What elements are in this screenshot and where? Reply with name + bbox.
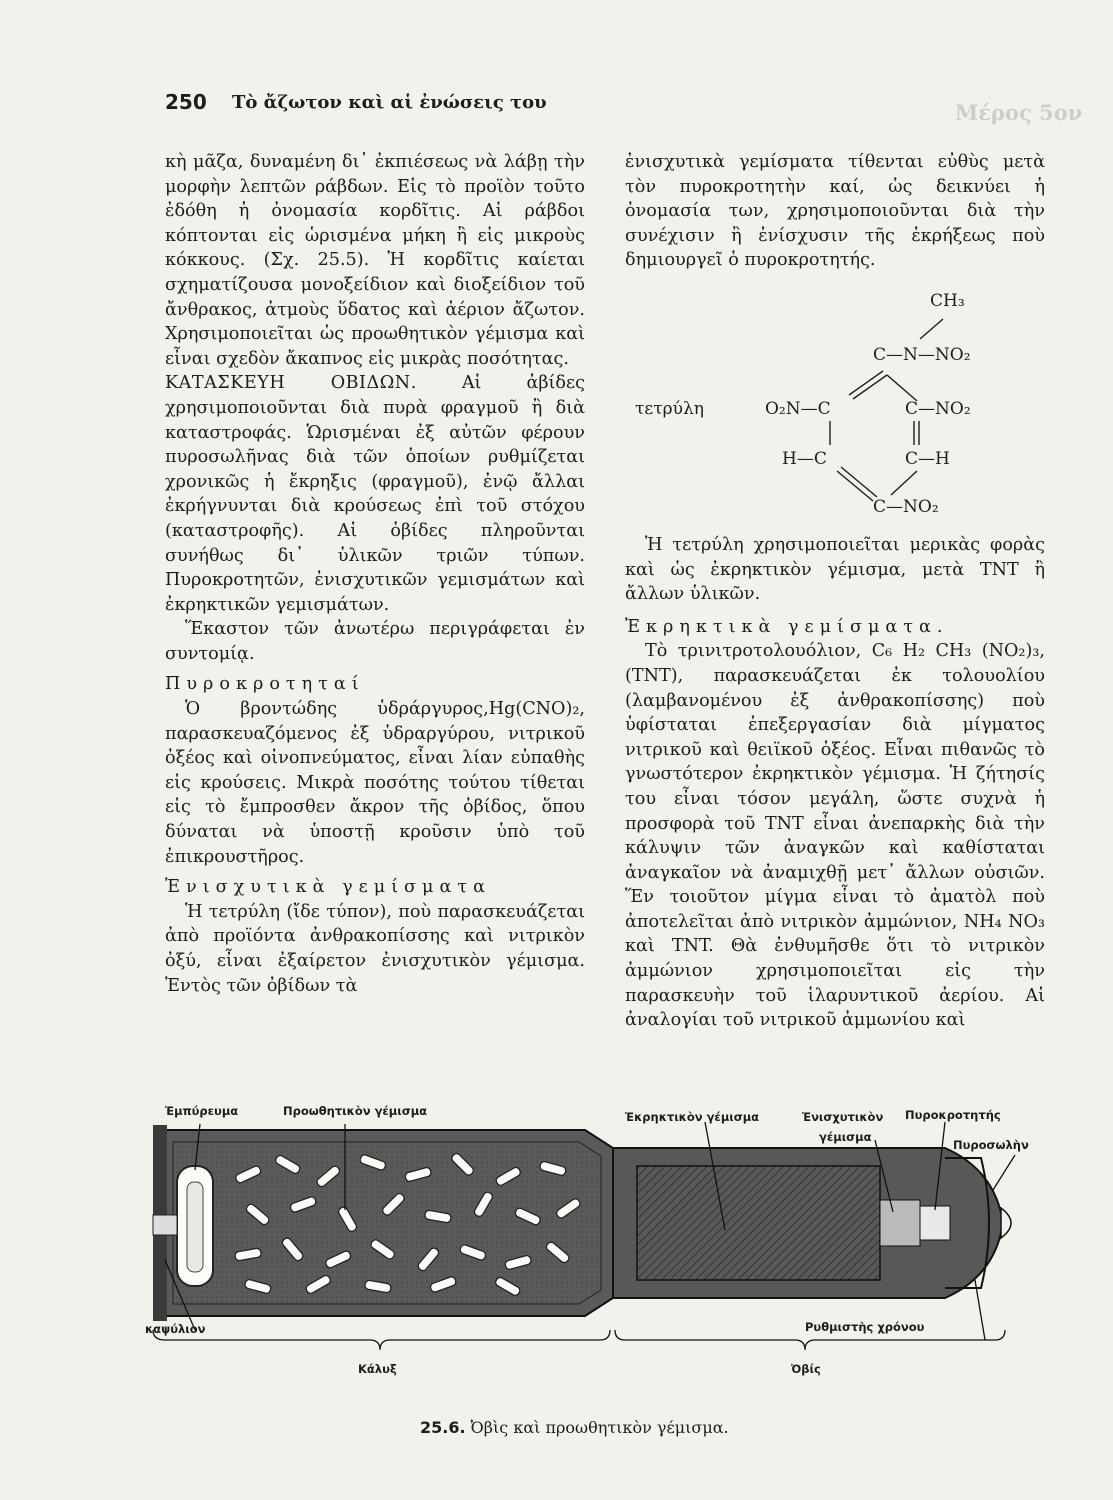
paragraph-summary: Ἕκαστον τῶν ἀνωτέρω περιγράφεται ἐν συντομίᾳ.	[165, 619, 585, 664]
label-cap: καψύλιον	[145, 1322, 206, 1336]
label-casing: Κάλυξ	[358, 1362, 397, 1376]
formula-c-n-no2: C—N—NO₂	[873, 344, 971, 365]
label-propellant: Προωθητικὸν γέμισμα	[283, 1104, 428, 1118]
bleed-through-text: Μέρος 5ον	[955, 100, 1083, 125]
right-column	[625, 150, 1045, 1033]
subheading-detonators: Πυροκροτηταί	[165, 674, 365, 695]
caption-text: Ὀβὶς καὶ προωθητικὸν γέμισμα.	[465, 1418, 729, 1437]
formula-h-c: H—C	[782, 448, 827, 469]
label-explosive-charge: Ἐκρηκτικὸν γέμισμα	[625, 1110, 760, 1124]
label-booster-2: γέμισμα	[819, 1130, 872, 1144]
paragraph-boosters-cont: ἐνισχυτικὰ γεμίσματα τίθενται εὐθὺς μετὰ τὸν πυροκροτητὴν καί, ὡς δεικνύει ἡ ὀνομασία των, χρησιμοποιοῦνται διὰ τὴν συνέχισιν ἢ ἐνίσχυσιν τῆς ἐκρήξεως ποὺ δημιουργεῖ ὁ πυροκροτητής.	[625, 152, 1045, 271]
formula-bonds	[625, 281, 1045, 511]
section-heading-shells: ΚΑΤΑΣΚΕΥΗ ΟΒΙΔΩΝ.	[165, 373, 417, 394]
shell-drawing	[145, 1100, 1045, 1410]
label-timer: Ρυθμιστὴς χρόνου	[805, 1320, 925, 1334]
paragraph-shells-body: Αἱ ἀβίδες χρησιμοποιοῦνται διὰ πυρὰ φραγμοῦ ἢ διὰ καταστροφάς. Ὡρισμέναι ἐξ αὐτῶν φέρουν πυροσωλῆνας διὰ τῶν ὁποίων ρυθμίζεται χρονικῶς ἡ ἔκρηξις (φραγμοῦ), ἐνῷ ἄλλαι ἐκρήγνυνται διὰ κρούσεως ἐπὶ τοῦ στόχου (καταστροφῆς). Αἱ ὀβίδες πληροῦνται συνήθως δι᾽ ὑλικῶν τριῶν τύπων. Πυροκροτητῶν, ἐνισχυτικῶν γεμισμάτων καὶ ἐκρηκτικῶν γεμισμάτων.	[165, 373, 585, 615]
caption-number: 25.6.	[420, 1418, 466, 1437]
figure-caption	[420, 1418, 729, 1437]
subheading-boosters: Ἐνισχυτικὰ γεμίσματα	[165, 877, 491, 898]
cap-primer	[153, 1215, 177, 1235]
label-booster-1: Ἐνισχυτικὸν	[802, 1110, 884, 1124]
paragraph-fulminate: Ὁ βροντώδης ὑδράργυρος,Hg(CNO)₂, παρασκευαζόμενος ἐξ ὑδραργύρου, νιτρικοῦ ὀξέος καὶ οἰνοπνεύματος, εἶναι λίαν εὐπαθὴς εἰς κρούσεις. Μικρὰ ποσότης τούτου τίθεται εἰς τὸ ἔμπροσθεν ἄκρον τῆς ὀβίδος, ὅπου δύναται νὰ ὑποστῇ κροῦσιν ὑπὸ τοῦ ἐπικρουστῆρος.	[165, 699, 585, 867]
subheading-explosives: Ἐκρηκτικὰ γεμίσματα.	[625, 616, 949, 637]
chapter-title: Τὸ ἄζωτον καὶ αἱ ἐνώσεις του	[232, 92, 547, 113]
label-shell: Ὀβίς	[791, 1362, 821, 1376]
paragraph-tetryl: Ἡ τετρύλη (ἴδε τύπον), ποὺ παρασκευάζεται ἀπὸ προϊόντα ἀνθρακοπίσσης καὶ νιτρικὸν ὀξύ, εἶναι ἐξαίρετον ἐνισχυτικὸν γέμισμα. Ἐντὸς τῶν ὀβίδων τὰ	[165, 901, 585, 996]
detonator	[920, 1206, 950, 1240]
fuze-tip	[1001, 1208, 1011, 1238]
label-fuze: Πυροσωλὴν	[953, 1138, 1029, 1152]
formula-c-no2-lower: C—NO₂	[873, 496, 939, 517]
paragraph-cordite: κὴ μᾶζα, δυναμένη δι᾽ ἐκπιέσεως νὰ λάβῃ τὴν μορφὴν λεπτῶν ράβδων. Εἰς τὸ προϊὸν τοῦτο ἐδόθη ἡ ὀνομασία κορδῖτις. Αἱ ράβδοι κόπτονται εἰς ὡρισμένα μήκη ἢ εἰς μικροὺς κόκκους. (Σχ. 25.5). Ἡ κορδῖτις καίεται σχηματίζουσα μονοξείδιον καὶ διοξείδιον τοῦ ἄνθρακος, ἀτμοὺς ὕδατος καὶ ἀέριον ἄζωτον. Χρησιμοποιεῖται ὡς προωθητικὸν γέμισμα καὶ εἶναι σχεδὸν ἄκαπνος εἰς μικρὰς ποσότητας.	[165, 152, 585, 369]
paragraph-shells	[165, 371, 585, 617]
tetryl-structural-formula	[625, 281, 1045, 517]
paragraph-tnt: Τὸ τρινιτροτολουόλιον, C₆ H₂ CH₃ (NO₂)₃, (TNT), παρασκευάζεται ἐκ τολουολίου (λαμβανομένου ἐξ ἀνθρακοπίσσης) ποὺ ὑφίσταται ἐπεξεργασίαν διὰ μίγματος νιτρικοῦ καὶ θειϊκοῦ ὀξέος. Εἶναι πιθανῶς τὸ γνωστότερον ἐκρηκτικὸν γέμισμα. Ἡ ζήτησίς του εἶναι τόσον μεγάλη, ὥστε συχνὰ ἡ προσφορὰ τοῦ TNT εἶναι ἀνεπαρκὴς διὰ τὴν κάλυψιν τῶν ἀναγκῶν καὶ καθίσταται ἀναγκαῖον νὰ ἀναμιχθῇ μετ᾽ ἄλλων οὐσιῶν. Ἕν τοιοῦτον μίγμα εἶναι τὸ ἀματὸλ ποὺ ἀποτελεῖται ἀπὸ νιτρικὸν ἀμμώνιον, NH₄ NO₃ καὶ TNT. Θὰ ἐνθυμῆσθε ὅτι τὸ νιτρικὸν ἀμμώνιον χρησιμοποιεῖται εἰς τὴν παρασκευὴν τοῦ ἱλαρυντικοῦ ἀερίου. Αἱ ἀναλογίαι τοῦ νιτρικοῦ ἀμμωνίου καὶ	[625, 641, 1045, 1031]
label-igniter: Ἐμπύρευμα	[165, 1104, 239, 1118]
formula-label-tetryl: τετρύλη	[635, 398, 704, 419]
formula-c-no2-upper: C—NO₂	[905, 398, 971, 419]
booster-charge	[880, 1200, 920, 1246]
formula-c-h: C—H	[905, 448, 950, 469]
formula-ch3: CH₃	[930, 290, 965, 311]
explosive-charge	[637, 1166, 880, 1280]
label-detonator: Πυροκροτητής	[905, 1108, 1001, 1122]
page-number: 250	[165, 90, 207, 114]
primer-core	[187, 1182, 203, 1272]
paragraph-tetryl-use: Ἡ τετρύλη χρησιμοποιεῖται μερικὰς φορὰς καὶ ὡς ἐκρηκτικὸν γέμισμα, μετὰ TNT ἢ ἄλλων ὑλικῶν.	[625, 534, 1045, 605]
formula-o2n-c: O₂N—C	[765, 398, 831, 419]
left-column	[165, 150, 585, 998]
shell-cross-section-figure	[145, 1100, 1045, 1440]
